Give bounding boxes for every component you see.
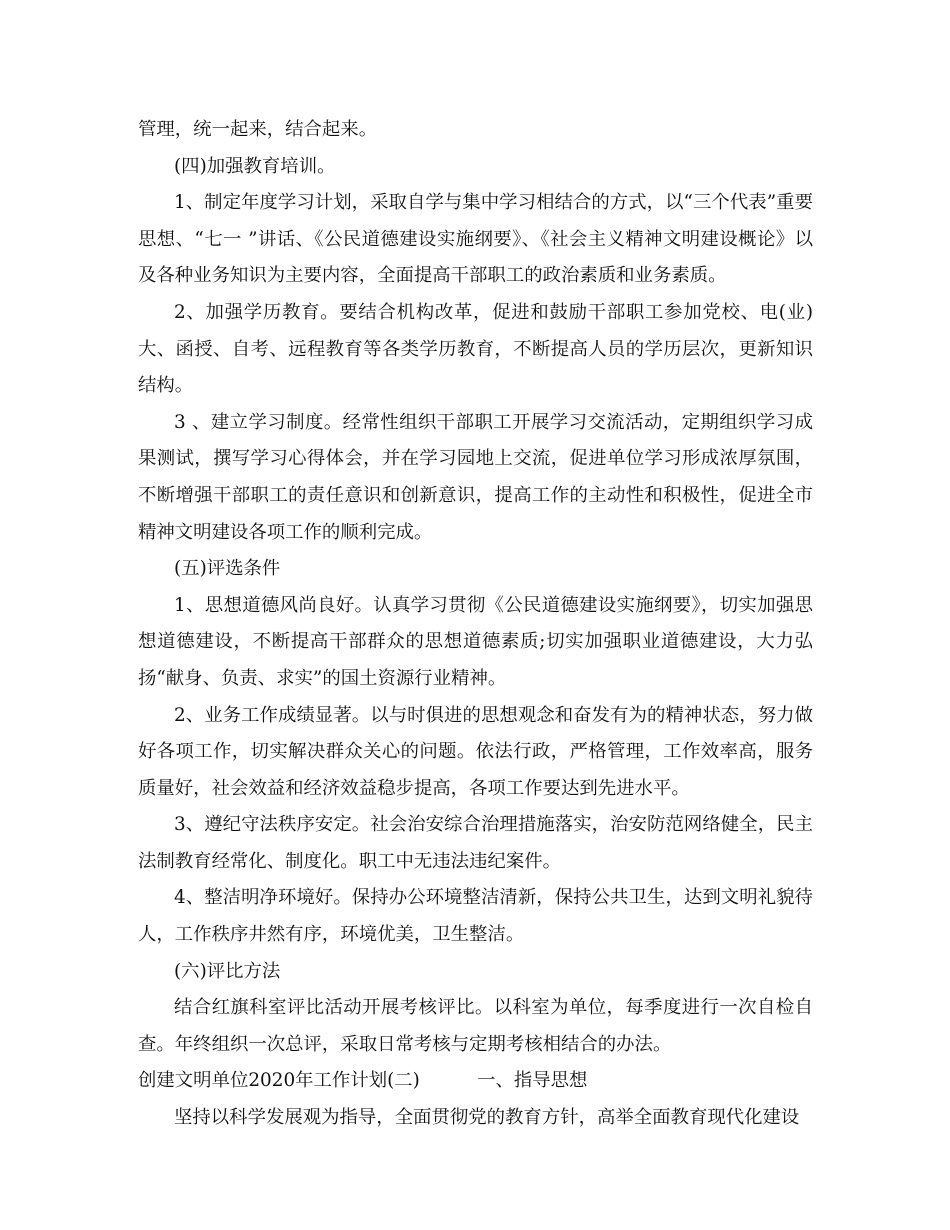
item-5-3: 3、遵纪守法秩序安定。社会治安综合治理措施落实，治安防范网络健全，民主法制教育经常化、制度化。职工中无违法违纪案件。 — [138, 814, 813, 872]
item-4-2: 2、加强学历教育。要结合机构改革，促进和鼓励干部职工参加党校、电(业)大、函授、自考、远程教育等各类学历教育，不断提高人员的学历层次，更新知识结构。 — [138, 301, 813, 397]
item-5-4: 4、整洁明净环境好。保持办公环境整洁清新，保持公共卫生，达到文明礼貌待人，工作秩序井然有序，环境优美，卫生整洁。 — [138, 887, 813, 946]
item-5-1: 1、思想道德风尚良好。认真学习贯彻《公民道德建设实施纲要》，切实加强思想道德建设，不断提高干部群众的思想道德素质;切实加强职业道德建设，大力弘扬“献身、负责、求实”的国土资源行业精神。 — [138, 594, 813, 689]
section-heading-6: (六)评比方法 — [174, 960, 281, 982]
section-heading-4: (四)加强教育培训。 — [174, 155, 336, 177]
item-5-2: 2、业务工作成绩显著。以与时俱进的思想观念和奋发有为的精神状态，努力做好各项工作，切实解决群众关心的问题。依法行政，严格管理，工作效率高，服务质量好，社会效益和经济效益稳步提高，各项工作要达到先进水平。 — [138, 704, 813, 799]
item-6-1: 结合红旗科室评比活动开展考核评比。以科室为单位，每季度进行一次自检自查。年终组织一次总评，采取日常考核与定期考核相结合的办法。 — [138, 997, 813, 1055]
guiding-text: 坚持以科学发展观为指导，全面贯彻党的教育方针，高举全面教育现代化建设 — [174, 1107, 800, 1129]
item-4-1: 1、制定年度学习计划，采取自学与集中学习相结合的方式，以“三个代表”重要思想、“七一 ”讲话、《公民道德建设实施纲要》、《社会主义精神文明建设概论》以及各种业务知识为主要内容，全面提高干部职工的政治素质和业务素质。 — [138, 192, 813, 287]
item-4-3: 3 、建立学习制度。经常性组织干部职工开展学习交流活动，定期组织学习成果测试，撰写学习心得体会，并在学习园地上交流，促进单位学习形成浓厚氛围，不断增强干部职工的责任意识和创新意识，提高工作的主动性和积极性，促进全市精神文明建设各项工作的顺利完成。 — [138, 411, 813, 543]
continuation-text: 管理，统一起来，结合起来。 — [138, 119, 378, 140]
plan-title-2: 创建文明单位2020年工作计划(二) 一、指导思想 — [138, 1070, 588, 1092]
document-body — [138, 112, 813, 1137]
section-heading-5: (五)评选条件 — [174, 558, 281, 580]
